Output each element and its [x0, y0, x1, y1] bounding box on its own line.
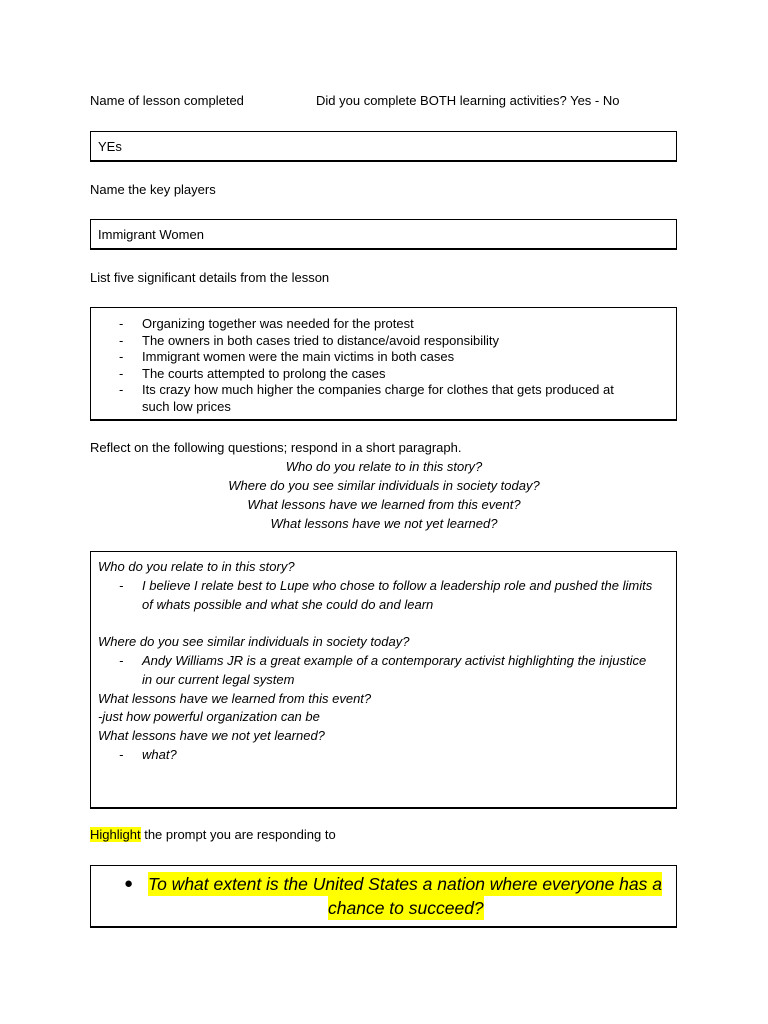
key-players-box[interactable]: [90, 219, 677, 250]
response-box[interactable]: [90, 551, 677, 809]
spacer: [98, 614, 658, 633]
prompt-instruction: [90, 827, 336, 842]
prompt-instruction-rest: the prompt you are responding to: [140, 827, 336, 842]
key-players-label: Name the key players: [90, 182, 216, 197]
details-box[interactable]: [90, 307, 677, 421]
list-item: - Immigrant women were the main victims in both cases: [91, 349, 671, 366]
reflect-question: What lessons have we learned from this event?: [247, 497, 521, 512]
reflect-question: Where do you see similar individuals in society today?: [228, 478, 540, 493]
response-answer: - what?: [119, 746, 177, 762]
lesson-label: Name of lesson completed: [90, 93, 244, 108]
lesson-answer-box[interactable]: [90, 131, 677, 162]
highlight-word: Highlight: [90, 827, 141, 842]
list-item: - Its crazy how much higher the companies charge for clothes that gets produced at such low prices: [91, 382, 671, 415]
response-answer-text: Andy Williams JR is a great example of a contemporary activist highlighting the injustice in our current legal system: [142, 652, 647, 687]
response-question: Who do you relate to in this story?: [98, 559, 295, 574]
response-question: What lessons have we learned from this event?: [98, 690, 372, 706]
reflect-instruction: Reflect on the following questions; respond in a short paragraph.: [90, 440, 462, 455]
response-answer-text: what?: [142, 746, 177, 762]
lesson-answer: YEs: [98, 139, 122, 154]
list-item: - The courts attempted to prolong the cases: [91, 366, 671, 383]
response-answer: - I believe I relate best to Lupe who chose to follow a leadership role and pushed the limits of whats possible and what she could do and learn: [119, 577, 653, 612]
details-list: [91, 316, 671, 415]
response-answer: -just how powerful organization can be: [98, 709, 320, 725]
response-content: [98, 558, 658, 765]
list-item: - The owners in both cases tried to distance/avoid responsibility: [91, 333, 671, 350]
reflect-question: What lessons have we not yet learned?: [270, 516, 498, 531]
reflect-question: Who do you relate to in this story?: [285, 459, 483, 474]
key-players-answer: Immigrant Women: [98, 227, 204, 242]
prompt-box[interactable]: [90, 865, 677, 928]
response-question: Where do you see similar individuals in society today?: [98, 634, 410, 650]
list-item: - Organizing together was needed for the protest: [91, 316, 671, 333]
prompt-content: [91, 872, 678, 920]
prompt-line: chance to succeed?: [328, 898, 484, 918]
details-label: List five significant details from the lesson: [90, 270, 330, 285]
response-question: What lessons have we not yet learned?: [98, 728, 325, 744]
activities-question: Did you complete BOTH learning activities? Yes - No: [316, 93, 620, 108]
bullet-icon: ●: [124, 875, 134, 892]
response-answer-text: I believe I relate best to Lupe who chose to follow a leadership role and pushed the limits of whats possible and what she could do and learn: [142, 577, 653, 612]
response-answer: - Andy Williams JR is a great example of a contemporary activist highlighting the injustice in our current legal system: [119, 652, 647, 687]
prompt-line: To what extent is the United States a nation where everyone has a: [148, 874, 662, 894]
